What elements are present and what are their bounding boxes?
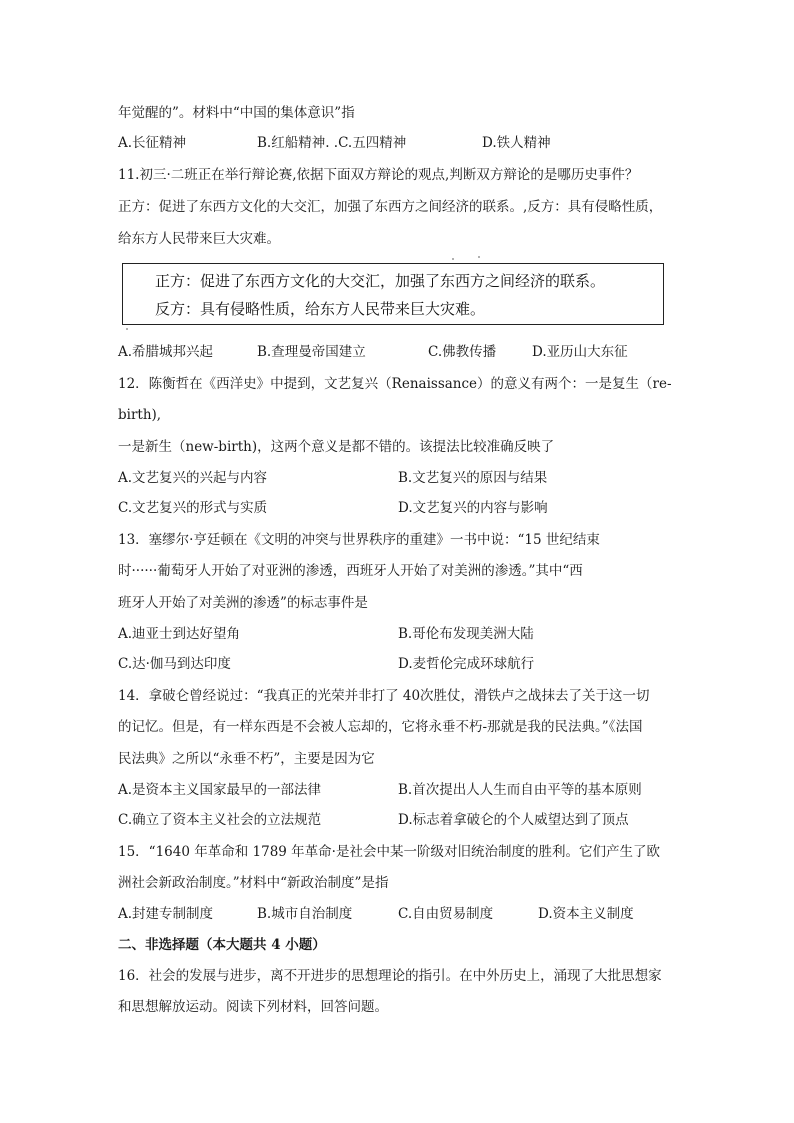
q11-stem-line-2: 正方：促进了东西方文化的大交汇，加强了东西方之间经济的联系。,反方：具有侵略性质， [118, 199, 663, 215]
q11-box-con: 反方：具有侵略性质，给东方人民带来巨大灾难。 [155, 300, 486, 318]
scan-speck [452, 258, 454, 260]
q15-stem-line-1: 15．“1640 年革命和 1789 年革命·是社会中某一阶级对旧统治制度的胜利。它们产生了欧 [118, 844, 660, 860]
scan-speck [478, 256, 480, 258]
q14-stem-line-1: 14．拿破仑曾经说过：“我真正的光荣并非打了 40次胜仗，滑铁卢之战抹去了关于这一切 [118, 688, 650, 704]
q11-option-c: C.佛教传播 [428, 344, 497, 360]
q13-option-a: A.迪亚士到达好望角 [118, 626, 241, 642]
q12-stem-line-2: birth), [118, 407, 162, 423]
scan-speck [126, 328, 128, 330]
q15-stem-line-2: 洲社会新政治制度。”材料中“新政治制度”是指 [118, 875, 389, 891]
q11-box-pro: 正方：促进了东西方文化的大交汇，加强了东西方之间经济的联系。 [155, 272, 606, 290]
q14-stem-line-2: 的记忆。但是，有一样东西是不会被人忘却的，它将永垂不朽-那就是我的民法典。”《法国 [118, 719, 643, 735]
q13-option-d: D.麦哲伦完成环球航行 [398, 656, 535, 672]
q11-stem-line-1: 11.初三·二班正在举行辩论赛,依据下面双方辩论的观点,判断双方辩论的是哪历史事件？ [118, 167, 639, 183]
q10-option-b-c: B.红船精神. .C.五四精神 [257, 135, 407, 151]
q15-option-b: B.城市自治制度 [257, 906, 353, 922]
q12-option-b: B.文艺复兴的原因与结果 [398, 470, 548, 486]
q11-option-b: B.查理曼帝国建立 [257, 344, 366, 360]
q12-option-d: D.文艺复兴的内容与影响 [398, 500, 548, 516]
q12-option-a: A.文艺复兴的兴起与内容 [118, 470, 268, 486]
q14-option-a: A.是资本主义国家最早的一部法律 [118, 782, 322, 798]
q13-stem-line-3: 班牙人开始了对美洲的渗透”的标志事件是 [118, 595, 368, 611]
q14-option-c: C.确立了资本主义社会的立法规范 [118, 812, 322, 828]
section-2-title: 二、非选择题（本大题共 4 小题） [118, 937, 326, 953]
q13-option-b: B.哥伦布发现美洲大陆 [398, 626, 534, 642]
q13-stem-line-2: 时······葡萄牙人开始了对亚洲的渗透，西班牙人开始了对美洲的渗透。”其中“西 [118, 563, 583, 579]
q11-debate-box [122, 263, 664, 325]
q11-stem-line-3: 给东方人民带来巨大灾难。 [118, 231, 280, 247]
q12-stem-line-3: 一是新生（new-birth)，这两个意义是都不错的。该提法比较准确反映了 [118, 439, 555, 455]
q14-stem-line-3: 民法典》之所以“永垂不朽”，主要是因为它 [118, 751, 375, 767]
q16-stem-line-2: 和思想解放运动。阅读下列材料，回答问题。 [118, 999, 388, 1015]
q10-option-a: A.长征精神 [118, 135, 187, 151]
q10-option-d: D.铁人精神 [482, 135, 551, 151]
q15-option-c: C.自由贸易制度 [398, 906, 494, 922]
q15-option-d: D.资本主义制度 [538, 906, 634, 922]
q11-option-a: A.希腊城邦兴起 [118, 344, 214, 360]
q14-option-d: D.标志着拿破仑的个人威望达到了顶点 [398, 812, 629, 828]
q11-option-d: D.亚历山大东征 [532, 344, 628, 360]
q15-option-a: A.封建专制制度 [118, 906, 214, 922]
q12-stem-line-1: 12．陈衡哲在《西洋史》中提到，文艺复兴（Renaissance）的意义有两个：一是复生（re- [118, 376, 672, 392]
q16-stem-line-1: 16．社会的发展与进步，离不开进步的思想理论的指引。在中外历史上，涌现了大批思想家 [118, 968, 662, 984]
q13-stem-line-1: 13．塞缪尔·亨廷顿在《文明的冲突与世界秩序的重建》一书中说：“15 世纪结束 [118, 532, 600, 548]
q14-option-b: B.首次提出人人生而自由平等的基本原则 [398, 782, 642, 798]
q12-option-c: C.文艺复兴的形式与实质 [118, 500, 268, 516]
q10-stem-tail: 年觉醒的”。材料中“中国的集体意识”指 [118, 105, 355, 121]
q13-option-c: C.达·伽马到达印度 [118, 656, 231, 672]
